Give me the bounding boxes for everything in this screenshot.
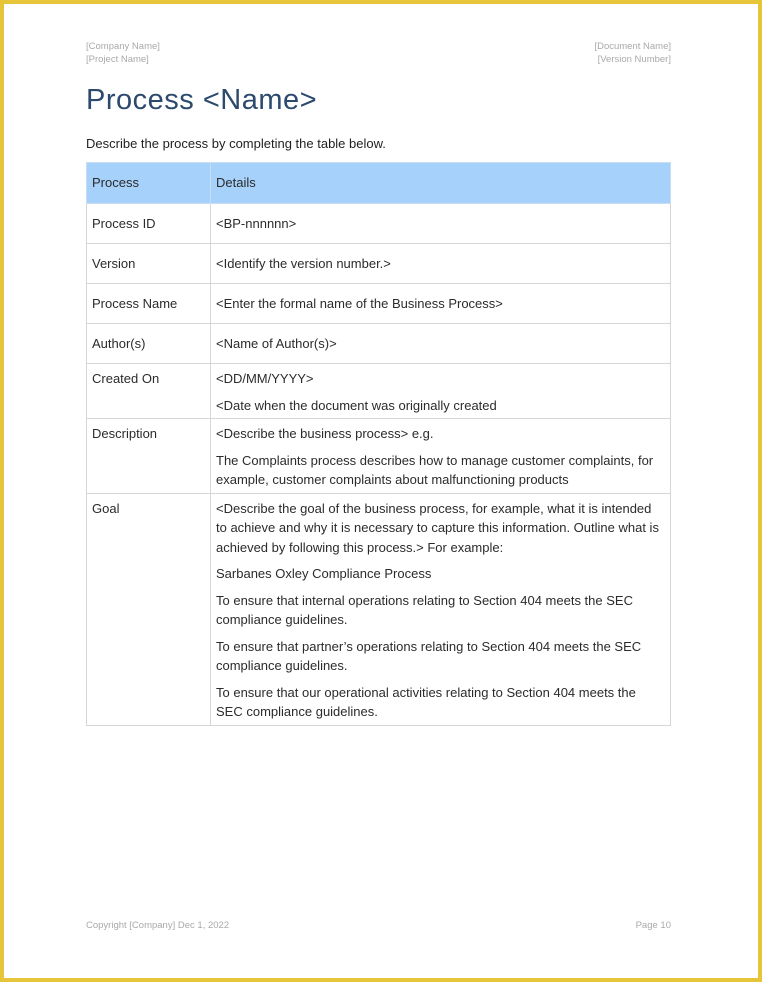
- row-key: Created On: [87, 364, 211, 419]
- row-line: The Complaints process describes how to manage customer complaints, for example, customer complaints about malfunctioning products: [216, 452, 654, 487]
- table-header-row: [87, 163, 671, 204]
- footer-copyright: Copyright [Company] Dec 1, 2022: [86, 920, 230, 931]
- intro-text: Describe the process by completing the table below.: [86, 136, 386, 151]
- row-key: Process ID: [87, 204, 211, 244]
- document-name: [Document Name]: [594, 41, 671, 52]
- row-line: Sarbanes Oxley Compliance Process: [216, 566, 432, 581]
- row-line: To ensure that partner’s operations relating to Section 404 meets the SEC compliance guidelines.: [216, 638, 642, 673]
- row-line: To ensure that our operational activities relating to Section 404 meets the SEC compliance guidelines.: [216, 684, 636, 719]
- row-value: [211, 364, 671, 419]
- company-name: [Company Name]: [86, 41, 160, 52]
- project-name: [Project Name]: [86, 54, 149, 65]
- table-row: [87, 364, 671, 419]
- column-header-process: Process: [87, 163, 211, 204]
- header-left: [86, 40, 160, 66]
- row-key: Author(s): [87, 324, 211, 364]
- document-page: [4, 4, 758, 978]
- row-value: <Identify the version number.>: [211, 244, 671, 284]
- row-value: [211, 419, 671, 494]
- page-title: Process <Name>: [86, 84, 318, 116]
- process-table: [86, 162, 671, 726]
- table-row: [87, 324, 671, 364]
- table-row: [87, 493, 671, 725]
- row-line: To ensure that internal operations relating to Section 404 meets the SEC compliance guidelines.: [216, 592, 633, 627]
- row-line: <DD/MM/YYYY>: [216, 371, 314, 386]
- table-row: [87, 204, 671, 244]
- row-line: <Describe the goal of the business process, for example, what it is intended to achieve and why it is necessary to capture this information. Outline what is achieved by following this process.> For example:: [216, 500, 659, 555]
- row-key: Version: [87, 244, 211, 284]
- table-row: [87, 244, 671, 284]
- row-line: <Date when the document was originally created: [216, 397, 497, 413]
- row-value: <Enter the formal name of the Business Process>: [211, 284, 671, 324]
- header-right: [594, 40, 671, 66]
- table-row: [87, 284, 671, 324]
- row-line: <Describe the business process> e.g.: [216, 426, 434, 441]
- row-value: <Name of Author(s)>: [211, 324, 671, 364]
- row-value: <BP-nnnnnn>: [211, 204, 671, 244]
- row-value: [211, 493, 671, 725]
- row-key: Goal: [87, 493, 211, 725]
- row-key: Description: [87, 419, 211, 494]
- column-header-details: Details: [211, 163, 671, 204]
- row-key: Process Name: [87, 284, 211, 324]
- version-number: [Version Number]: [597, 54, 671, 65]
- footer-page-number: Page 10: [635, 920, 671, 931]
- table-row: [87, 419, 671, 494]
